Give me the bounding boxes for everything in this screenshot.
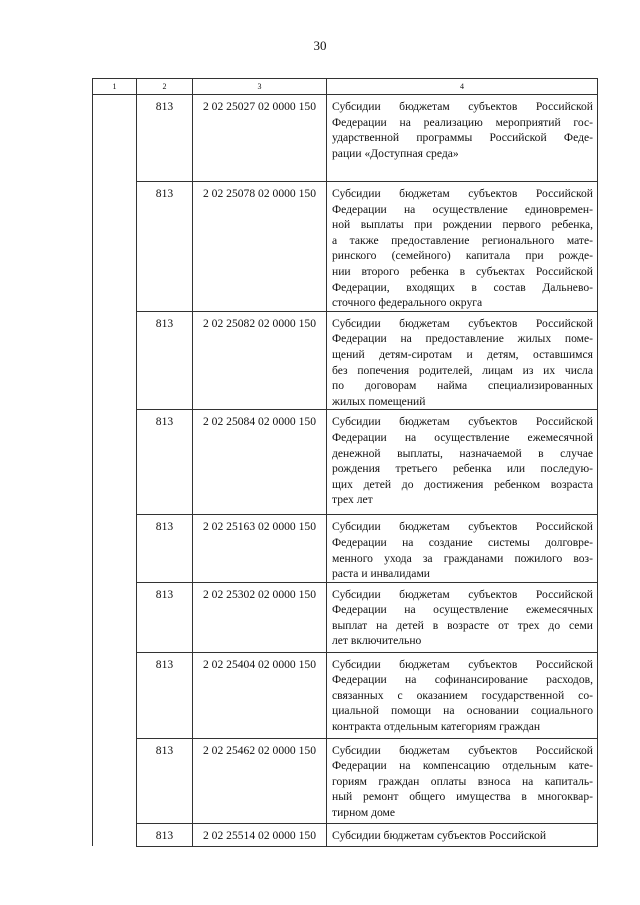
description-line: ный ремонт общего имущества в многоквар- <box>332 790 593 804</box>
description-line: Субсидии бюджетам субъектов Российской <box>332 828 547 842</box>
page-number: 30 <box>313 38 327 53</box>
description-cell <box>327 515 598 582</box>
table-row <box>93 823 598 846</box>
description-line: связанных с оказанием государственной со- <box>332 688 593 702</box>
description-cell <box>327 738 598 823</box>
description-line: щих детей до достижения ребенком возраста <box>332 477 593 491</box>
column-header-2: 2 <box>137 79 193 95</box>
description-line: Федерации на осуществление ежемесячных <box>332 603 593 617</box>
budget-code-cell: 2 02 25462 02 0000 150 <box>193 738 327 823</box>
table-row <box>93 582 598 652</box>
description-cell <box>327 823 598 846</box>
description-line: Федерации на создание системы долговре- <box>332 535 593 549</box>
description-line: тирном доме <box>332 806 396 820</box>
column-1-cell <box>93 95 137 847</box>
admin-code-cell: 813 <box>137 738 193 823</box>
description-line: Федерации, входящих в состав Дальнево- <box>332 280 593 294</box>
table-row <box>93 738 598 823</box>
admin-code-cell: 813 <box>137 823 193 846</box>
description-line: ударственной программы Российской Феде- <box>332 131 593 145</box>
description-line: Федерации на софинансирование расходов, <box>332 673 593 687</box>
budget-code-cell: 2 02 25163 02 0000 150 <box>193 515 327 582</box>
description-line: а также предоставление регионального мате- <box>332 233 593 247</box>
admin-code-cell: 813 <box>137 410 193 515</box>
description-line: по договорам найма специализированных <box>332 379 593 393</box>
description-cell <box>327 95 598 182</box>
description-line: раста и инвалидами <box>332 567 430 581</box>
description-line: ной выплаты при рождении первого ребенка, <box>332 218 593 232</box>
budget-code-cell: 2 02 25514 02 0000 150 <box>193 823 327 846</box>
description-line: Федерации на реализацию мероприятий гос- <box>332 115 593 129</box>
description-cell <box>327 410 598 515</box>
admin-code-cell: 813 <box>137 95 193 182</box>
budget-code-cell: 2 02 25027 02 0000 150 <box>193 95 327 182</box>
table-row <box>93 652 598 738</box>
description-cell <box>327 311 598 410</box>
budget-code-cell: 2 02 25082 02 0000 150 <box>193 311 327 410</box>
description-line: Субсидии бюджетам субъектов Российской <box>332 415 593 429</box>
admin-code-cell: 813 <box>137 582 193 652</box>
description-line: Федерации на осуществление ежемесячной <box>332 430 593 444</box>
description-line: Субсидии бюджетам субъектов Российской <box>332 187 593 200</box>
table-row <box>93 311 598 410</box>
description-line: контракта отдельным категориям граждан <box>332 720 541 734</box>
description-cell <box>327 182 598 312</box>
description-line: ринского (семейного) капитала при рожде- <box>332 249 593 263</box>
description-line: без попечения родителей, лицам из их числа <box>332 363 593 377</box>
column-header-4: 4 <box>327 79 598 95</box>
column-header-3: 3 <box>193 79 327 95</box>
description-line: Субсидии бюджетам субъектов Российской <box>332 100 593 113</box>
description-cell <box>327 652 598 738</box>
table-row <box>93 410 598 515</box>
description-line: Субсидии бюджетам субъектов Российской <box>332 520 593 534</box>
admin-code-cell: 813 <box>137 311 193 410</box>
budget-classification-table <box>92 78 598 847</box>
description-line: сточного федерального округа <box>332 296 483 310</box>
column-header-1: 1 <box>93 79 137 95</box>
description-line: Субсидии бюджетам субъектов Российской <box>332 657 593 671</box>
description-line: жилых помещений <box>332 394 426 408</box>
budget-code-cell: 2 02 25084 02 0000 150 <box>193 410 327 515</box>
table-row <box>93 182 598 312</box>
description-line: трех лет <box>332 493 373 507</box>
budget-code-cell: 2 02 25078 02 0000 150 <box>193 182 327 312</box>
description-line: выплат на детей в возрасте от трех до семи <box>332 618 593 632</box>
description-line: Субсидии бюджетам субъектов Российской <box>332 587 593 601</box>
description-line: рождения третьего ребенка или последую- <box>332 462 593 476</box>
description-line: Федерации на осуществление единовремен- <box>332 202 593 216</box>
admin-code-cell: 813 <box>137 515 193 582</box>
description-line: гориям граждан оплаты взноса на капиталь- <box>332 774 593 788</box>
description-line: Субсидии бюджетам субъектов Российской <box>332 743 593 757</box>
table-row <box>93 515 598 582</box>
description-line: Субсидии бюджетам субъектов Российской <box>332 316 593 330</box>
admin-code-cell: 813 <box>137 182 193 312</box>
budget-code-cell: 2 02 25302 02 0000 150 <box>193 582 327 652</box>
description-line: циальной помощи на основании социального <box>332 704 593 718</box>
description-line: рации «Доступная среда» <box>332 146 459 160</box>
description-line: Федерации на компенсацию отдельным кате- <box>332 759 593 773</box>
table-body <box>93 95 598 847</box>
description-line: денежной выплаты, назначаемой в случае <box>332 446 593 460</box>
description-line: Федерации на предоставление жилых поме- <box>332 332 593 346</box>
budget-code-cell: 2 02 25404 02 0000 150 <box>193 652 327 738</box>
table-row <box>93 95 598 182</box>
description-line: щений детям-сиротам и детям, оставшимся <box>332 347 593 361</box>
description-line: нии второго ребенка в субъектах Российской <box>332 264 593 278</box>
admin-code-cell: 813 <box>137 652 193 738</box>
description-line: менного ухода за гражданами пожилого воз- <box>332 551 593 565</box>
description-cell <box>327 582 598 652</box>
description-line: лет включительно <box>332 634 422 648</box>
table-header-row <box>93 79 598 95</box>
